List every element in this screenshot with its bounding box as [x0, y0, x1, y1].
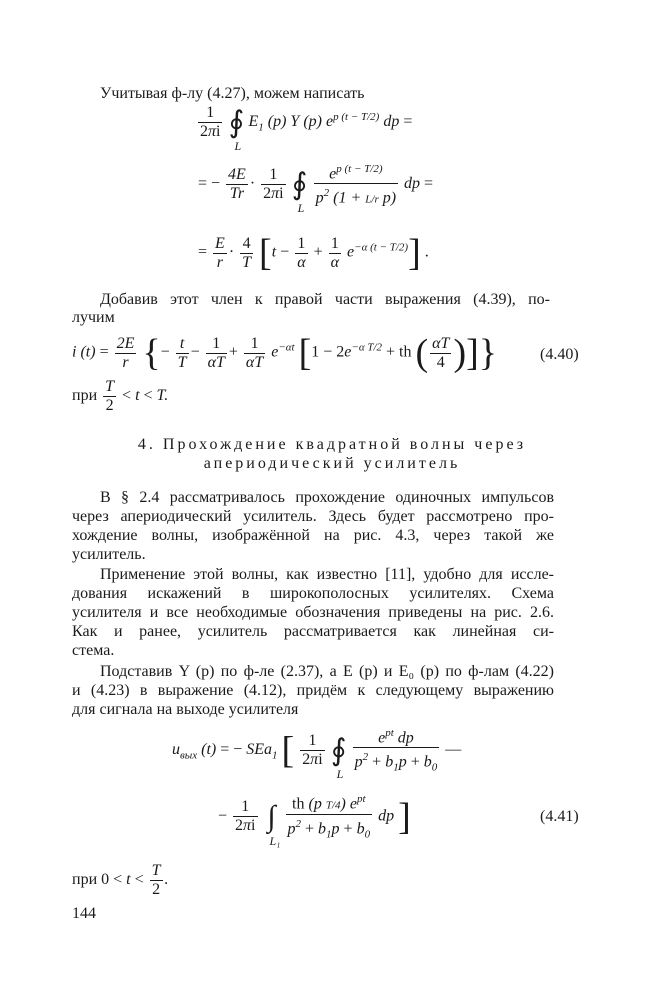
section-title-line-2: апериодический усилитель [203, 455, 461, 472]
equation-line-3: = $\frac{E}{r}$ · $\frac{4}{T}$ [t − $\frac{1}{\alpha}$ + $\frac{1}{\alpha}$ $e^{-\alpha (t - T/2)}$] . [198, 232, 429, 274]
para2-line-5: стема. [72, 642, 115, 659]
para3-line-1: Подставив Y (p) по ф-ле (2.37), а E (p) и E₀ (p) по ф-лам (4.22) [100, 663, 554, 680]
added-line-1: Добавив этот член к правой части выражения (4.39), по- [100, 291, 550, 308]
para3-line-2: и (4.23) в выражение (4.12), придём к следующему выражению [72, 682, 554, 699]
para2-line-3: усилителя и все необходимые обозначения приведены на рис. 2.6. [72, 604, 554, 621]
section-title-line-1: 4. Прохождение квадратной волны через [137, 436, 527, 453]
para3-line-3: для сигнала на выходе усилителя [72, 701, 299, 718]
condition-2: при 0 < t < $\frac{T}{2}$ . [72, 862, 169, 898]
para1-line-2: через апериодический усилитель. Здесь будет рассмотрено про- [72, 508, 554, 525]
equation-line-2: = − $\frac{4E}{Tr}$ · $\frac{1}{2\pi i}$ ∮ L $\frac{e^{p (t - T/2)}}{p^2 (1 + L/r p)}$ dp = [198, 160, 433, 209]
equation-line-1: $\frac{1}{2\pi i}$ ∮ L $E_1$ (p) Y (p) $e^{p (t - T/2)}$ dp = [200, 104, 413, 153]
equation-4-41-line-1: $u_{вых}$ (t) = − SEa$_1$ [ $\frac{1}{2\pi i}$ ∮ L $\frac{e^{pt} dp}{p^2 + b_1p + b_0}$ — [172, 724, 461, 777]
condition-1-prefix: при [72, 387, 98, 405]
para1-line-1: В § 2.4 рассматривалось прохождение одиночных импульсов [100, 489, 554, 506]
para1-line-3: хождение волны, изображённой на рис. 4.3, через такой же [72, 527, 554, 544]
page-number: 144 [72, 905, 96, 922]
para2-line-4: Как и ранее, усилитель рассматривается как линейная си- [72, 623, 554, 640]
condition-2-prefix: при [72, 871, 98, 889]
intro-line: Учитывая ф-лу (4.27), можем написать [100, 85, 365, 102]
para2-line-2: дования искажений в широкополосных усилителях. Схема [72, 585, 554, 602]
equation-4-41-label: (4.41) [540, 808, 579, 825]
para2-line-1: Применение этой волны, как известно [11], удобно для иссле- [100, 566, 554, 583]
equation-4-40: i (t) = $\frac{2E}{r}$ {− $\frac{t}{T}$ − $\frac{1}{\alpha T}$ + $\frac{1}{\alpha T}$ $e^{-\alpha t}$ [$1 - 2e^{-\alpha T/2}$ + th ( $\frac{\alpha T}{4}$ )]} [72, 332, 497, 374]
condition-1: при $\frac{T}{2}$ < t < T. [72, 378, 169, 414]
added-line-2: лучим [72, 309, 115, 326]
equation-4-41-line-2: − $\frac{1}{2\pi i}$ ∫ L₁ $\frac{th (p T/4) e^{pt}}{p^2 + b_1p + b_0}$ dp ] [218, 790, 411, 844]
para1-line-4: усилитель. [72, 546, 146, 563]
equation-4-40-label: (4.40) [540, 346, 579, 363]
